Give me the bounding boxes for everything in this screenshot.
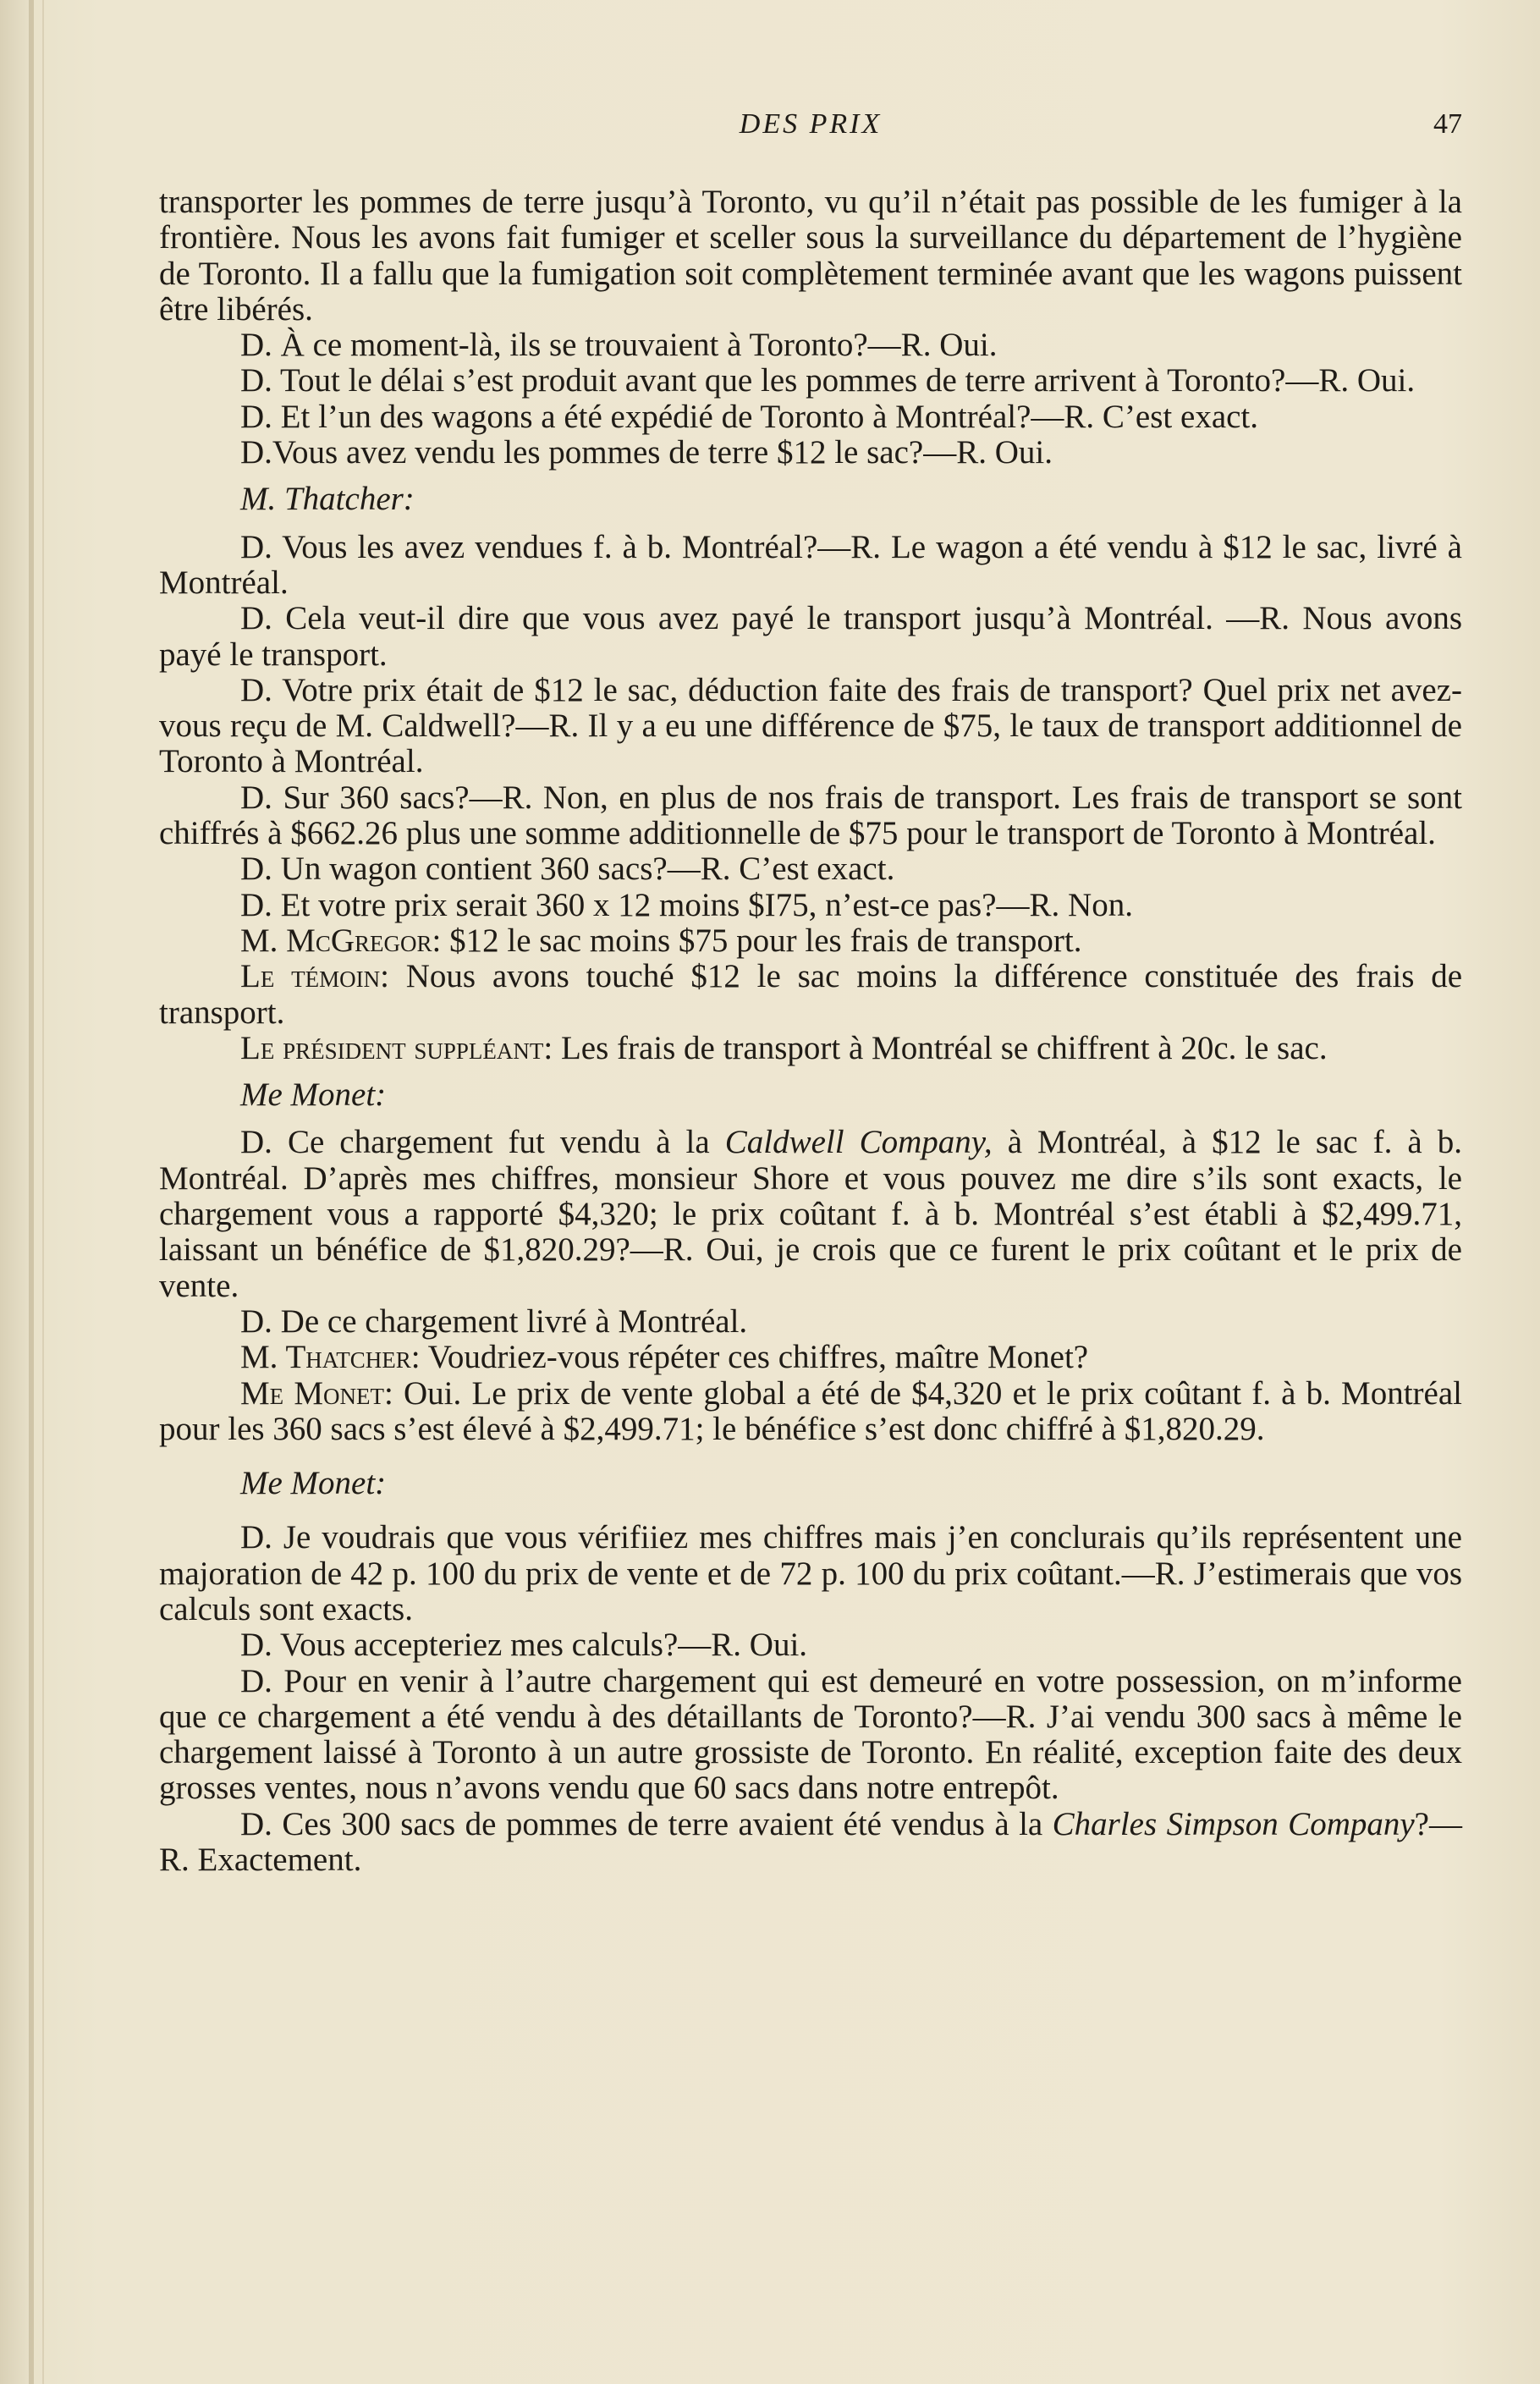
paragraph: D. Je voudrais que vous vérifiiez mes chiffres mais j’en conclurais qu’ils représentent une majoration de 42 p. 100 du prix de vente et de 72 p. 100 du prix coûtant.—R. J’estimerais que vos calculs sont exacts. [159,1519,1462,1627]
paragraph: D. Votre prix était de $12 le sac, déduction faite des frais de transport? Quel prix net avez-vous reçu de M. Caldwell?—R. Il y a eu une différence de $75, le taux de transport additionnel de Toronto à Montréal. [159,671,1462,780]
paragraph-text: D. Ces 300 sacs de pommes de terre avaient été vendus à la [240,1805,1053,1842]
paragraph: D. Vous les avez vendues f. à b. Montréal?—R. Le wagon a été vendu à $12 le sac, livré à Montréal. [159,528,1462,601]
paragraph: D. Vous accepteriez mes calculs?—R. Oui. [240,1627,808,1664]
paragraph: D. Cela veut-il dire que vous avez payé le transport jusqu’à Montréal. —R. Nous avons payé le transport. [159,600,1462,673]
paragraph [159,923,1462,959]
speaker-label: M. Thatcher: [240,1339,421,1376]
body-text [159,184,1462,1878]
speaker-heading: Me Monet: [240,1465,387,1502]
paragraph: transporter les pommes de terre jusqu’à Toronto, vu qu’il n’était pas possible de les fumiger à la frontière. Nous les avons fait fumiger et sceller sous la surveillance du département de l’hygiène de Toronto. Il a fallu que la fumigation soit complètement terminée avant que les wagons puissent être libérés. [159,184,1462,328]
running-head [159,108,1462,156]
paragraph [159,1125,1462,1303]
page-number-value: 47 [1433,108,1462,140]
paragraph: D. Tout le délai s’est produit avant que les pommes de terre arrivent à Toronto?—R. Oui. [240,362,1416,399]
company-name: Caldwell Company, [724,1124,993,1161]
paragraph: D. Et votre prix serait 360 x 12 moins $I75, n’est-ce pas?—R. Non. [240,886,1133,923]
paragraph-text: Les frais de transport à Montréal se chiffrent à 20c. le sac. [553,1029,1328,1066]
page-gutter-shadow [29,0,34,2384]
paragraph: D. Sur 360 sacs?—R. Non, en plus de nos frais de transport. Les frais de transport se sont chiffrés à $662.26 plus une somme additionnelle de $75 pour le transport de Toronto à Montréal. [159,779,1462,852]
paragraph: D. Pour en venir à l’autre chargement qui est demeuré en votre possession, on m’informe que ce chargement a été vendu à des détaillants de Toronto?—R. J’ai vendu 300 sacs à même le chargement laissé à Toronto à un autre grossiste de Toronto. En réalité, exception faite des deux grosses ventes, nous n’avons vendu que 60 sacs dans notre entrepôt. [159,1662,1462,1807]
paragraph: D. Un wagon contient 360 sacs?—R. C’est exact. [240,851,895,888]
paragraph [159,1031,1462,1066]
speaker-heading: M. Thatcher: [240,481,415,518]
paragraph [159,1807,1462,1879]
paragraph: D. À ce moment-là, ils se trouvaient à Toronto?—R. Oui. [240,327,998,364]
page-gutter-line [42,0,44,2384]
speaker-label: Me Monet: [240,1374,393,1412]
paragraph-text: Oui. Le prix de vente global a été de $4,320 et le prix coûtant f. à b. Montréal pour les 360 sacs s’est élevé à $2,499.71; le bénéfice s’est donc chiffré à $1,820.29. [159,1374,1462,1447]
paragraph-text: ?—R. Exactement. [159,1805,1462,1879]
paragraph: D. De ce chargement livré à Montréal. [240,1302,748,1340]
paragraph-text: Nous avons touché $12 le sac moins la différence constituée des frais de transport. [159,958,1463,1031]
running-head-title: DES PRIX [739,108,883,140]
paragraph [159,959,1462,1031]
speaker-heading: Me Monet: [240,1076,387,1114]
speaker-label: M. McGregor: [240,922,442,959]
speaker-label: Le président suppléant: [240,1029,553,1066]
page-number [1433,108,1462,140]
paragraph [159,1376,1462,1448]
paragraph-text: Voudriez-vous répéter ces chiffres, maître Monet? [420,1339,1089,1376]
paragraph-text: D. Ce chargement fut vendu à la [240,1124,725,1161]
paragraph: D.Vous avez vendu les pommes de terre $12 le sac?—R. Oui. [240,434,1053,471]
speaker-label: Le témoin: [240,958,389,995]
paragraph-text: à Montréal, à $12 le sac f. à b. Montréal. D’après mes chiffres, monsieur Shore et vous pouvez me dire s’ils sont exacts, le chargement vous a rapporté $4,320; le prix coûtant f. à b. Montréal s’est établi à $2,499.71, laissant un bénéfice de $1,820.29?—R. Oui, je crois que ce furent le prix coûtant et le prix de vente. [159,1124,1462,1304]
paragraph [159,1340,1462,1375]
paragraph-text: $12 le sac moins $75 pour les frais de transport. [441,922,1082,959]
company-name: Charles Simpson Company [1052,1805,1415,1842]
paragraph: D. Et l’un des wagons a été expédié de Toronto à Montréal?—R. C’est exact. [240,398,1259,435]
